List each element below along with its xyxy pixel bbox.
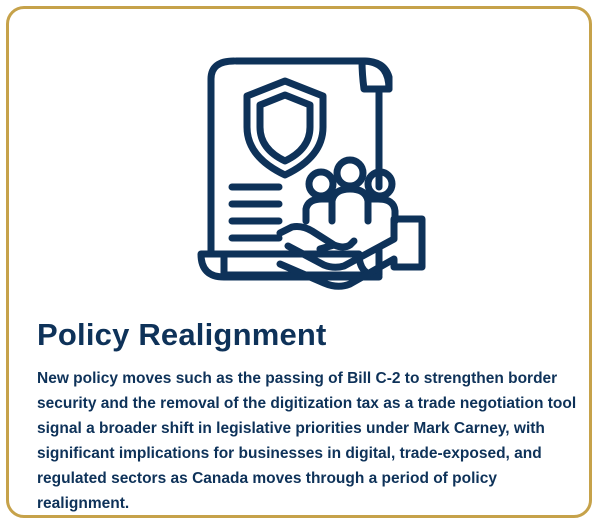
person-left-body-icon (306, 199, 332, 221)
person-center-head-icon (337, 160, 363, 186)
person-left-head-icon (309, 172, 333, 196)
policy-card (6, 6, 592, 518)
card-title: Policy Realignment (37, 317, 327, 352)
card-description: New policy moves such as the passing of Bill C-2 to strengthen border security and the removal of the digitization tax as a trade negotiation tool signal a broader shift in legislative priorities under Mark Carney, with significant implications for businesses in digital, trade-exposed, and regulated sectors as Canada moves through a period of policy realignment. (37, 370, 577, 512)
shield-inner-icon (260, 95, 310, 161)
policy-document-shield-people-hand-icon (184, 49, 439, 304)
person-center-body-icon (332, 189, 368, 221)
